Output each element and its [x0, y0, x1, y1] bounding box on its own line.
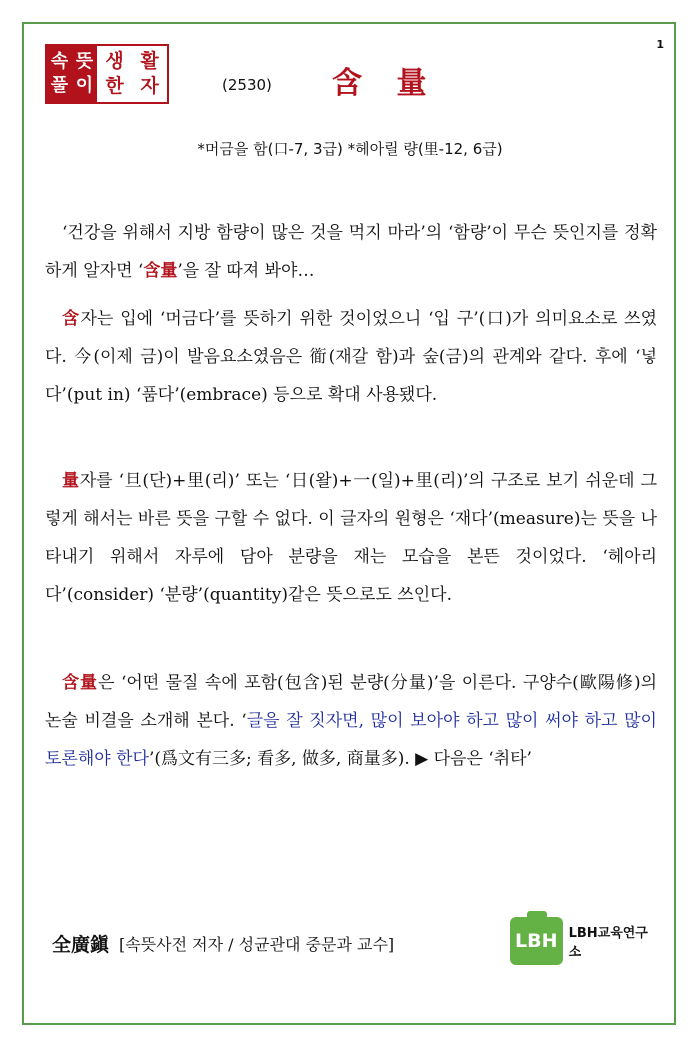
body-text: 은 ‘어떤 물질 속에 포함(包含)된 분량(分量)’을 이른다. 구양수(歐陽修)의 논술 비결을 소개해 본다. ‘: [45, 673, 657, 731]
paragraph-hamryang: [45, 664, 657, 778]
lbh-logo: [510, 915, 658, 967]
entry-number: (2530): [222, 76, 272, 94]
logo-char: 풀: [50, 75, 69, 96]
author-role: [속뜻사전 저자 / 성균관대 중문과 교수]: [119, 935, 395, 954]
body-text: 자는 입에 ‘머금다’를 뜻하기 위한 것이었으니 ‘입 구’(口)가 의미요소로 쓰였다. 今(이제 금)이 발음요소였음은 衜(재갈 함)과 숲(금)의 관계와 같다. 후에 ‘넣다’(put in) ‘품다’(embrace) 등으로 확대 사용됐다.: [45, 309, 657, 405]
author-credit: [52, 930, 394, 957]
logo-char: 이: [75, 75, 94, 96]
logo-char: 한: [105, 75, 124, 97]
logo-char: 활: [140, 50, 159, 72]
page-number: 1: [656, 38, 664, 51]
body-text: ’을 잘 따져 봐야…: [177, 261, 315, 281]
lbh-mark-tab: [527, 911, 547, 921]
body-text: 자를 ‘旦(단)+里(리)’ 또는 ‘日(왈)+一(일)+里(리)’의 구조로 보기 쉬운데 그렇게 해서는 바른 뜻을 구할 수 없다. 이 글자의 원형은 ‘재다’(measure)는 뜻을 나타내기 위해서 자루에 담아 분량을 재는 모습을 본뜬 것이었다. ‘헤아리다’(consider) ‘분량’(quantity)같은 뜻으로도 쓰인다.: [45, 471, 658, 605]
paragraph-ryang: [45, 462, 657, 614]
body-text: ‘건강을 위해서 지방 함량이 많은 것을 먹지 마라’의 ‘함량’이 무슨 뜻인지를 정확하게 알자면 ‘: [45, 223, 657, 281]
highlight-term: 量: [62, 471, 80, 491]
logo-char: 자: [140, 75, 159, 97]
lbh-mark-icon: [510, 917, 563, 965]
lbh-mark-text: LBH: [515, 930, 558, 952]
logo-right-block: [97, 46, 167, 102]
quote-text: 글을 잘 짓자면, 많이 보아야 하고 많이 써야 하고 많이 토론해야 한다: [45, 711, 657, 769]
author-name: 全廣鎭: [52, 934, 110, 956]
logo-left-block: [47, 46, 97, 102]
page-title: 含 量: [332, 66, 439, 101]
highlight-term: 含量: [62, 673, 99, 693]
logo-char: 속: [50, 51, 69, 72]
logo-char: 뜻: [75, 51, 94, 72]
body-text: ’(爲文有三多; 看多, 做多, 商量多). ▶ 다음은 ‘취타’: [148, 749, 532, 769]
highlight-term: 含量: [143, 261, 178, 281]
lbh-label: LBH교육연구소: [568, 926, 648, 960]
column-logo: [45, 44, 169, 104]
logo-char: 생: [105, 50, 124, 72]
paragraph-intro: [45, 214, 657, 290]
character-definition: *머금을 함(口-7, 3급) *헤아릴 량(里-12, 6급): [197, 140, 503, 158]
highlight-term: 含: [62, 309, 81, 329]
paragraph-han: [45, 300, 657, 414]
